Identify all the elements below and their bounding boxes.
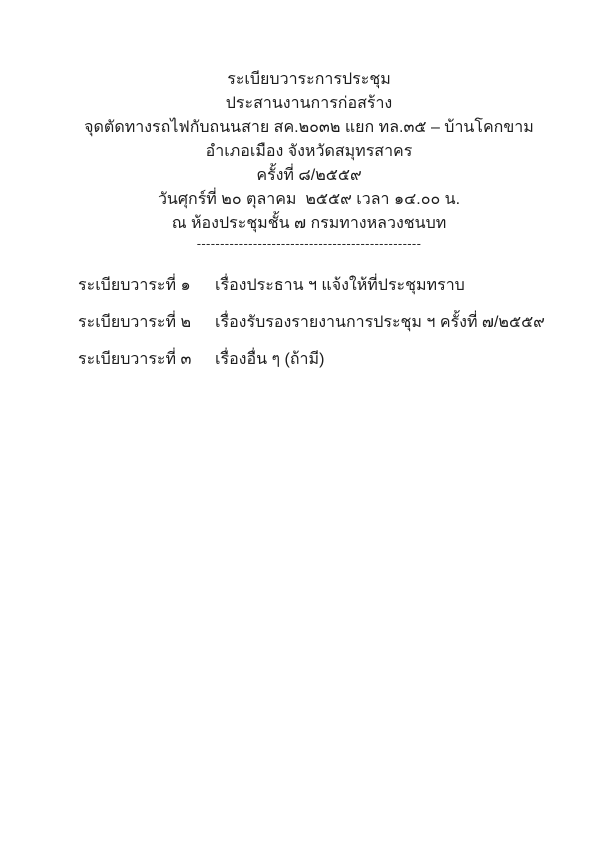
agenda-item-2-description: เรื่องรับรองรายงานการประชุม ฯ ครั้งที่ ๗/๒๕๕๙	[215, 314, 545, 331]
agenda-list	[0, 274, 606, 372]
document-title: ระเบียบวาระการประชุม	[227, 71, 391, 88]
agenda-item-2-label: ระเบียบวาระที่ ๒	[78, 314, 192, 331]
project-line: จุดตัดทางรถไฟกับถนนสาย สค.๒๐๓๒ แยก ทล.๓๕ – บ้านโคกขาม	[84, 119, 534, 136]
meeting-number-line: ครั้งที่ ๘/๒๕๕๙	[256, 167, 362, 184]
document-subtitle: ประสานงานการก่อสร้าง	[225, 95, 393, 112]
agenda-item-1-description: เรื่องประธาน ฯ แจ้งให้ที่ประชุมทราบ	[215, 277, 465, 294]
agenda-item-3-label: ระเบียบวาระที่ ๓	[78, 351, 192, 368]
agenda-item-2	[0, 311, 606, 335]
dashed-divider: ------------------------------------------------	[196, 236, 422, 251]
venue-line: ณ ห้องประชุมชั้น ๗ กรมทางหลวงชนบท	[171, 215, 447, 232]
agenda-item-1-label: ระเบียบวาระที่ ๑	[78, 277, 191, 294]
agenda-item-1	[0, 274, 606, 298]
document-header	[0, 0, 606, 252]
date-time-line: วันศุกร์ที่ ๒๐ ตุลาคม ๒๕๕๙ เวลา ๑๔.๐๐ น.	[157, 191, 461, 208]
agenda-item-3	[0, 348, 606, 372]
location-line: อำเภอเมือง จังหวัดสมุทรสาคร	[205, 143, 413, 160]
agenda-item-3-description: เรื่องอื่น ๆ (ถ้ามี)	[215, 351, 325, 368]
